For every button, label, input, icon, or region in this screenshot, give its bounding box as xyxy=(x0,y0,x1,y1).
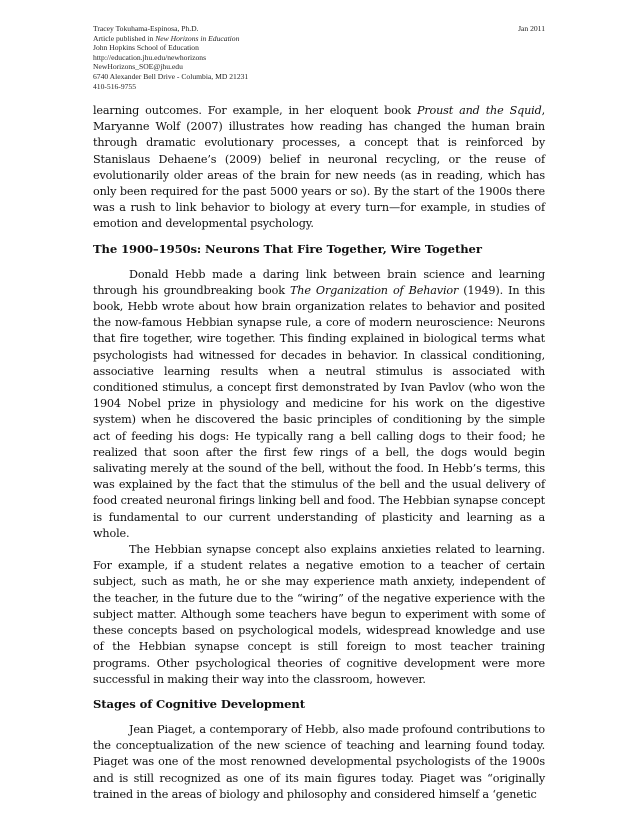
hebb-paragraph-1 xyxy=(93,267,545,542)
intro-text-1: learning outcomes. For example, in her eloquent book xyxy=(93,104,417,117)
hebb-book-title: The Organization of Behavior xyxy=(289,283,459,297)
header-journal: New Horizons in Education xyxy=(155,33,240,43)
header-school: John Hopkins School of Education xyxy=(93,43,199,53)
section-heading-hebb: The 1900–1950s: Neurons That Fire Together, Wire Together xyxy=(93,241,482,256)
intro-text-2: , Maryanne Wolf (2007) illustrates how reading has changed the human brain through dramatic evolutionary processes, a concept that is reinforced by Stanislaus Dehaene’s (2009) belief in neuronal recycling, or the reuse of evolutionarily older areas of the brain for new needs (as in reading, which has only been required for the past 5000 years or so). By the start of the 1900s there was a rush to link behavior to biology at every turn—for example, in studies of emotion and developmental psychology. xyxy=(93,104,545,231)
header-phone: 410-516-9755 xyxy=(93,81,137,91)
hebb-p1-text-b: (1949). In this book, Hebb wrote about how brain organization relates to behavior and posited the now-famous Hebbian synapse rule, a core of modern neuroscience: Neurons that fire together, wire together. This finding explained in biological terms what psychologists had witnessed for decades in behavior. In classical conditioning, associative learning results when a neutral stimulus is associated with conditioned stimulus, a concept first demonstrated by Ivan Pavlov (who won the 1904 Nobel prize in physiology and medicine for his work on the digestive system) when he discovered the basic principles of conditioning by the simple act of feeding his dogs: He typically rang a bell calling dogs to their food; he realized that soon after the first few rings of a bell, the dogs would begin salivating merely at the sound of the bell, without the food. In Hebb’s terms, this was explained by the fact that the stimulus of the bell and the usual delivery of food created neuronal firings linking bell and food. The Hebbian synapse concept is fundamental to our current understanding of plasticity and learning as a whole. xyxy=(93,283,546,540)
header-email[interactable]: NewHorizons_SOE@jhu.edu xyxy=(93,62,183,72)
intro-book-title: Proust and the Squid xyxy=(416,104,542,117)
header-published-prefix: Article published in xyxy=(93,33,156,43)
hebb-paragraph-2: The Hebbian synapse concept also explains anxieties related to learning. For example, if a student relates a negative emotion to a teacher of certain subject, such as math, he or she may experience math anxiety, independent of the teacher, in the future due to the “wiring” of the negative experience with the subject matter. Although some teachers have begun to experiment with some of these concepts based on psychological models, widespread knowledge and use of the Hebbian synapse concept is still foreign to most teacher training programs. Other psychological theories of cognitive development were more successful in making their way into the classroom, however. xyxy=(93,543,545,686)
piaget-paragraph-1: Jean Piaget, a contemporary of Hebb, also made profound contributions to the conceptualization of the new science of teaching and learning found today. Piaget was one of the most renowned developmental psychologists of the 1900s and is still recognized as one of its main figures today. Piaget was “originally trained in the areas of biology and philosophy and considered himself a ‘genetic xyxy=(93,722,545,801)
header-publication xyxy=(93,34,545,44)
header-author: Tracey Tokuhama-Espinosa, Ph.D. xyxy=(93,24,199,33)
header-url[interactable]: http://education.jhu.edu/newhorizons xyxy=(93,52,207,62)
page-header xyxy=(93,24,545,91)
intro-paragraph xyxy=(93,103,545,233)
section-heading-piaget: Stages of Cognitive Development xyxy=(93,696,305,711)
header-address: 6740 Alexander Bell Drive - Columbia, MD 21231 xyxy=(93,71,249,81)
header-date: Jan 2011 xyxy=(518,24,545,33)
article-body xyxy=(93,103,545,803)
hebb-p1-text-a: Donald Hebb made a daring link between brain science and learning through his groundbreaking book xyxy=(93,267,545,297)
